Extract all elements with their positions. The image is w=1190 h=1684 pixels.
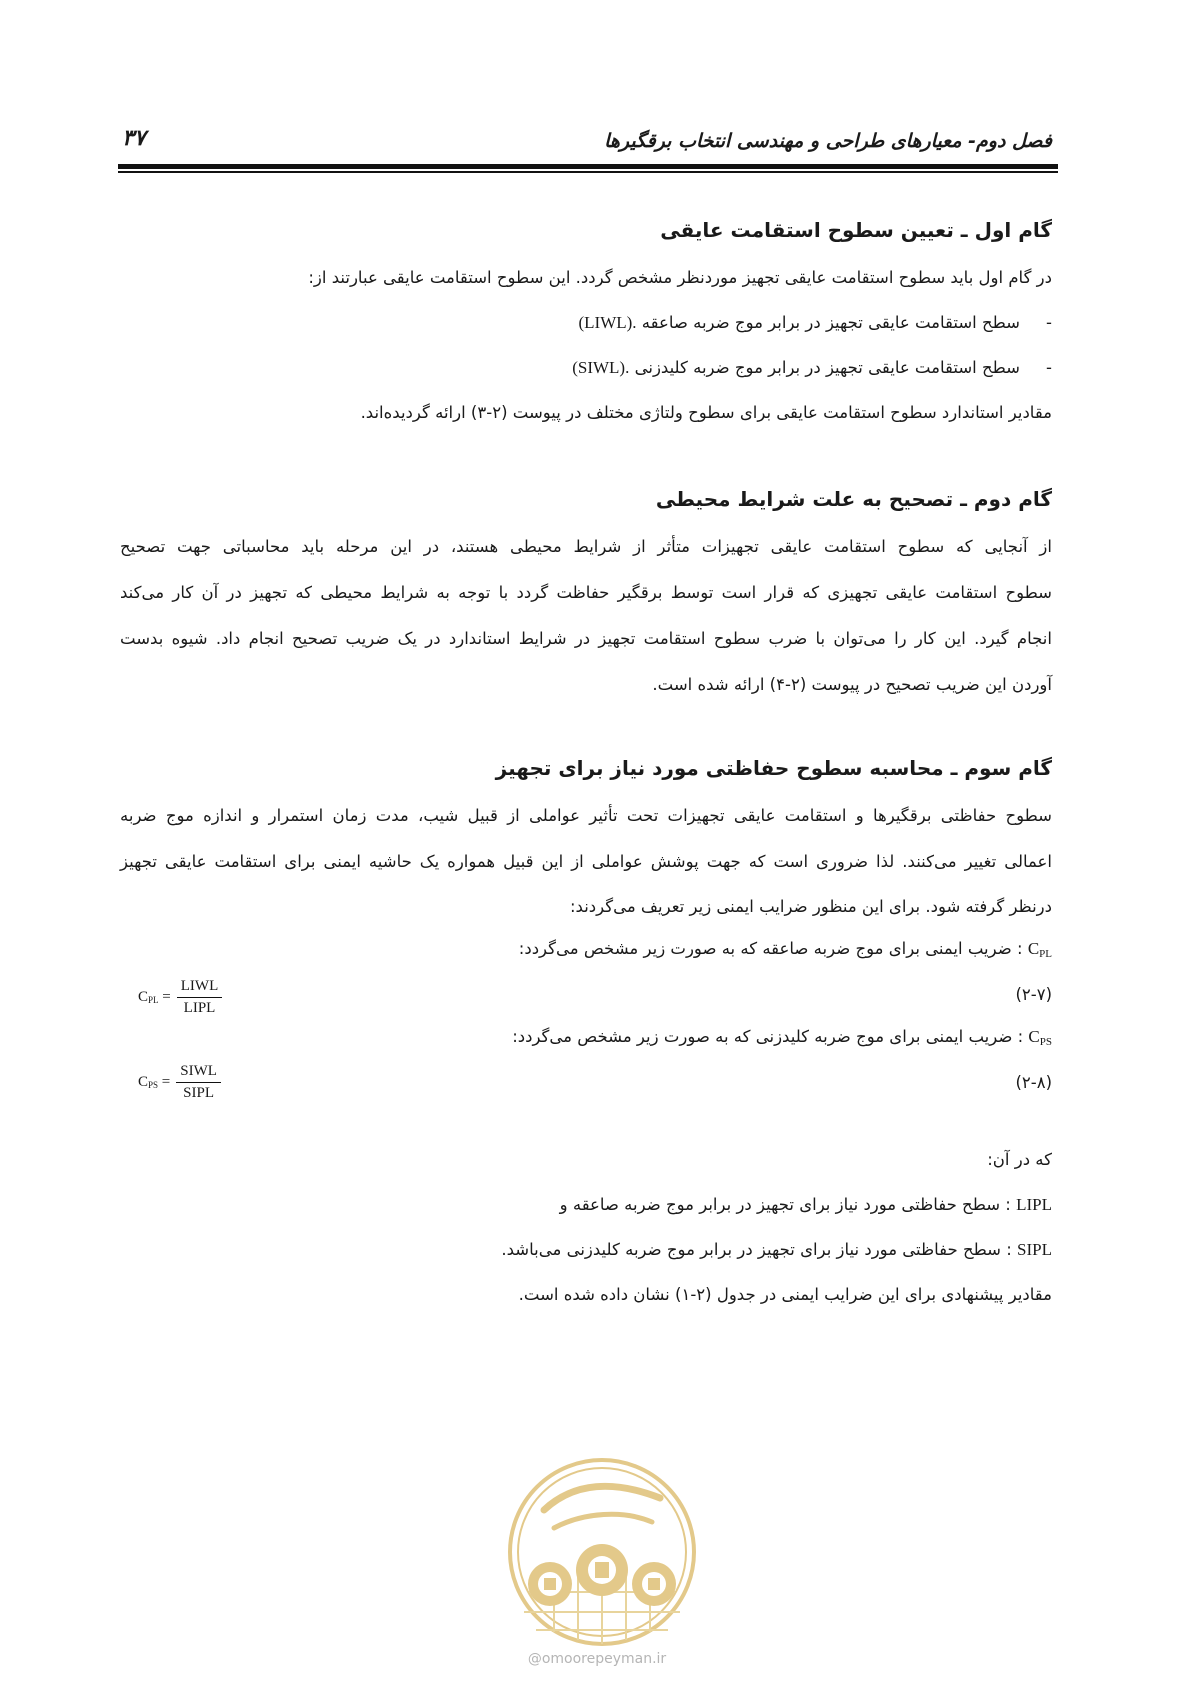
formula-cpl: CPL = $\frac{\text{LIWL}}{\text{LIPL}}$ — [138, 978, 222, 1017]
bullet-mark: - — [1046, 313, 1052, 332]
formula-cps-numerator: SIWL — [176, 1063, 221, 1083]
cpl-definition — [519, 939, 1052, 960]
header-rule-thin — [118, 171, 1058, 173]
step2-heading: گام دوم ـ تصحیح به علت شرایط محیطی — [655, 487, 1052, 511]
def-sipl-code: SIPL — [1017, 1240, 1052, 1259]
step1-bullet-2 — [572, 358, 1020, 378]
formula-cps-lhs: C — [138, 1074, 149, 1090]
def-sipl-text: : سطح حفاظتی مورد نیاز برای تجهیز در برابر موج ضربه کلیدزنی می‌باشد. — [501, 1240, 1018, 1259]
bullet-1-text: سطح استقامت عایقی تجهیز در برابر موج ضربه صاعقه — [641, 313, 1020, 332]
step3-line-3: درنظر گرفته شود. برای این منظور ضرایب ایمنی زیر تعریف می‌گردند: — [569, 897, 1052, 916]
step3-line-1: سطوح حفاظتی برقگیرها و استقامت عایقی تجهیزات تحت تأثیر عواملی از قبیل شیب، مدت زمان استمرار و اندازه موج ضربه — [120, 806, 1052, 825]
formula-cpl-lhs: C — [138, 989, 149, 1005]
def-lipl-code: LIPL — [1016, 1195, 1052, 1214]
bullet-2-text: سطح استقامت عایقی تجهیز در برابر موج ضربه کلیدزنی — [634, 358, 1020, 377]
step2-line-2: سطوح استقامت عایقی تجهیزی که قرار است توسط برقگیر حفاظت گردد با توجه به شرایط محیطی که تجهیز در آن کار می‌کند — [120, 583, 1052, 602]
watermark-logo — [484, 1452, 720, 1656]
step2-line-3: انجام گیرد. این کار را می‌توان با ضرب سطوح استقامت تجهیز در شرایط استاندارد در یک ضریب تصحیح انجام داد. شیوه بدست — [120, 629, 1052, 648]
step3-heading: گام سوم ـ محاسبه سطوح حفاظتی مورد نیاز برای تجهیز — [495, 756, 1052, 780]
step2-line-4: آوردن این ضریب تصحیح در پیوست (۲-۴) ارائه شده است. — [652, 675, 1052, 694]
step1-intro: در گام اول باید سطوح استقامت عایقی تجهیز موردنظر مشخص گردد. این سطوح استقامت عایقی عبارتند از: — [308, 268, 1052, 287]
eq-number-8: (۲-۸) — [1015, 1073, 1052, 1092]
formula-cps-denominator: SIPL — [183, 1085, 214, 1101]
cps-symbol: $C_{PS}$ — [1028, 1027, 1052, 1048]
step1-bullet-1 — [578, 313, 1020, 333]
chapter-header-title: فصل دوم- معیارهای طراحی و مهندسی انتخاب برقگیرها — [604, 130, 1052, 152]
where-label: که در آن: — [987, 1150, 1052, 1169]
bullet-1-code: (LIWL). — [578, 313, 637, 332]
def-lipl — [560, 1195, 1052, 1215]
cps-desc: : ضریب ایمنی برای موج ضربه کلیدزنی که به صورت زیر مشخص می‌گردد: — [512, 1027, 1029, 1046]
formula-cpl-denominator: LIPL — [183, 1000, 216, 1016]
step1-heading: گام اول ـ تعیین سطوح استقامت عایقی — [660, 218, 1052, 242]
def-lipl-text: : سطح حفاظتی مورد نیاز برای تجهیز در برابر موج ضربه صاعقه و — [559, 1195, 1017, 1214]
bullet-mark: - — [1046, 358, 1052, 377]
step3-closing: مقادیر پیشنهادی برای این ضرایب ایمنی در جدول (۲-۱) نشان داده شده است. — [518, 1285, 1052, 1304]
cpl-desc: : ضریب ایمنی برای موج ضربه صاعقه که به صورت زیر مشخص می‌گردد: — [518, 939, 1028, 958]
step3-line-2: اعمالی تغییر می‌کنند. لذا ضروری است که جهت پوشش عواملی از این قبیل همواره یک حاشیه ایمنی برای استقامت عایقی تجهیز — [120, 852, 1052, 871]
page-number: ۳۷ — [122, 126, 146, 151]
step2-line-1: از آنجایی که سطوح استقامت عایقی تجهیزات متأثر از شرایط محیطی هستند، در این مرحله باید محاسباتی جهت تصحیح — [120, 537, 1052, 556]
bullet-2-code: (SIWL). — [572, 358, 630, 377]
watermark-site: @omoorepeyman.ir — [527, 1651, 667, 1667]
formula-cps: CPS = $\frac{\text{SIWL}}{\text{SIPL}}$ — [138, 1063, 221, 1102]
def-sipl — [501, 1240, 1052, 1260]
eq-number-7: (۲-۷) — [1015, 985, 1052, 1004]
header-rule-thick — [118, 164, 1058, 169]
cpl-symbol: $C_{PL}$ — [1027, 939, 1052, 960]
step1-closing: مقادیر استاندارد سطوح استقامت عایقی برای سطوح ولتاژی مختلف در پیوست (۲-۳) ارائه گردیده‌اند. — [360, 403, 1052, 422]
formula-cpl-numerator: LIWL — [177, 978, 222, 998]
cps-definition — [512, 1027, 1052, 1048]
